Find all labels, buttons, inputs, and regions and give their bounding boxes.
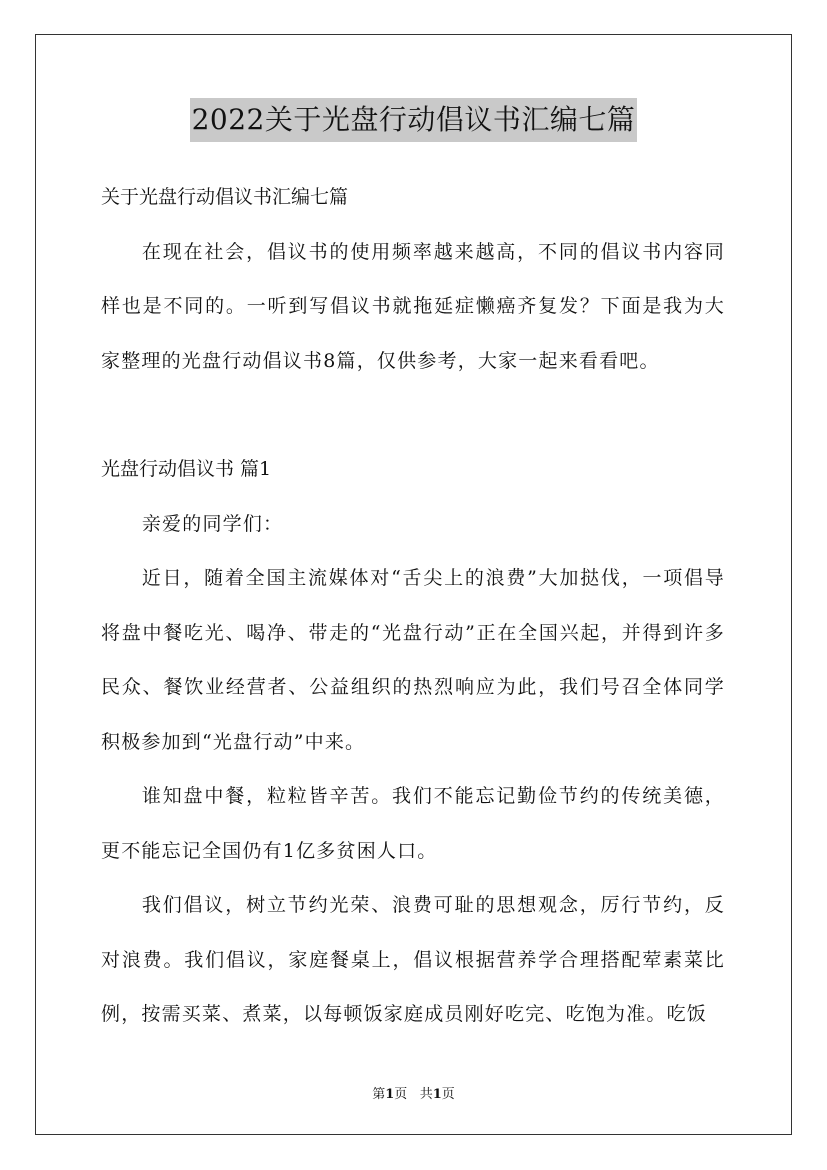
body-paragraph-2: 谁知盘中餐，粒粒皆辛苦。我们不能忘记勤俭节约的传统美德，更不能忘记全国仍有1亿多贫困人口。: [101, 785, 725, 862]
spacer: [101, 388, 725, 442]
document-subtitle: 关于光盘行动倡议书汇编七篇: [101, 186, 349, 208]
intro-paragraph: 在现在社会，倡议书的使用频率越来越高，不同的倡议书内容同样也是不同的。一听到写倡议书就拖延症懒癌齐复发？下面是我为大家整理的光盘行动倡议书8篇，仅供参考，大家一起来看看吧。: [101, 240, 725, 372]
section-heading: 光盘行动倡议书 篇1: [101, 458, 272, 480]
footer-page-total: 1: [432, 1087, 442, 1102]
document-title: 2022关于光盘行动倡议书汇编七篇: [190, 98, 638, 142]
footer-page-mid: 页 共: [394, 1087, 433, 1102]
body-paragraph-3: 我们倡议，树立节约光荣、浪费可耻的思想观念，厉行节约，反对浪费。我们倡议，家庭餐桌上，倡议根据营养学合理搭配荤素菜比例，按需买菜、煮菜，以每顿饭家庭成员刚好吃完、吃饱为准。吃饭: [101, 894, 725, 1025]
document-body: [101, 170, 725, 1042]
greeting: 亲爱的同学们：: [141, 512, 284, 535]
title-wrapper: [0, 98, 827, 142]
body-paragraph-1: 近日，随着全国主流媒体对“舌尖上的浪费”大加挞伐，一项倡导将盘中餐吃光、喝净、带走的“光盘行动”正在全国兴起，并得到许多民众、餐饮业经营者、公益组织的热烈响应为此，我们号召全体同学积极参加到“光盘行动”中来。: [101, 567, 725, 753]
footer-page-number: 1: [385, 1087, 395, 1102]
page-footer: [0, 1083, 827, 1102]
footer-page-prefix: 第: [372, 1087, 386, 1102]
footer-page-suffix: 页: [441, 1087, 455, 1102]
